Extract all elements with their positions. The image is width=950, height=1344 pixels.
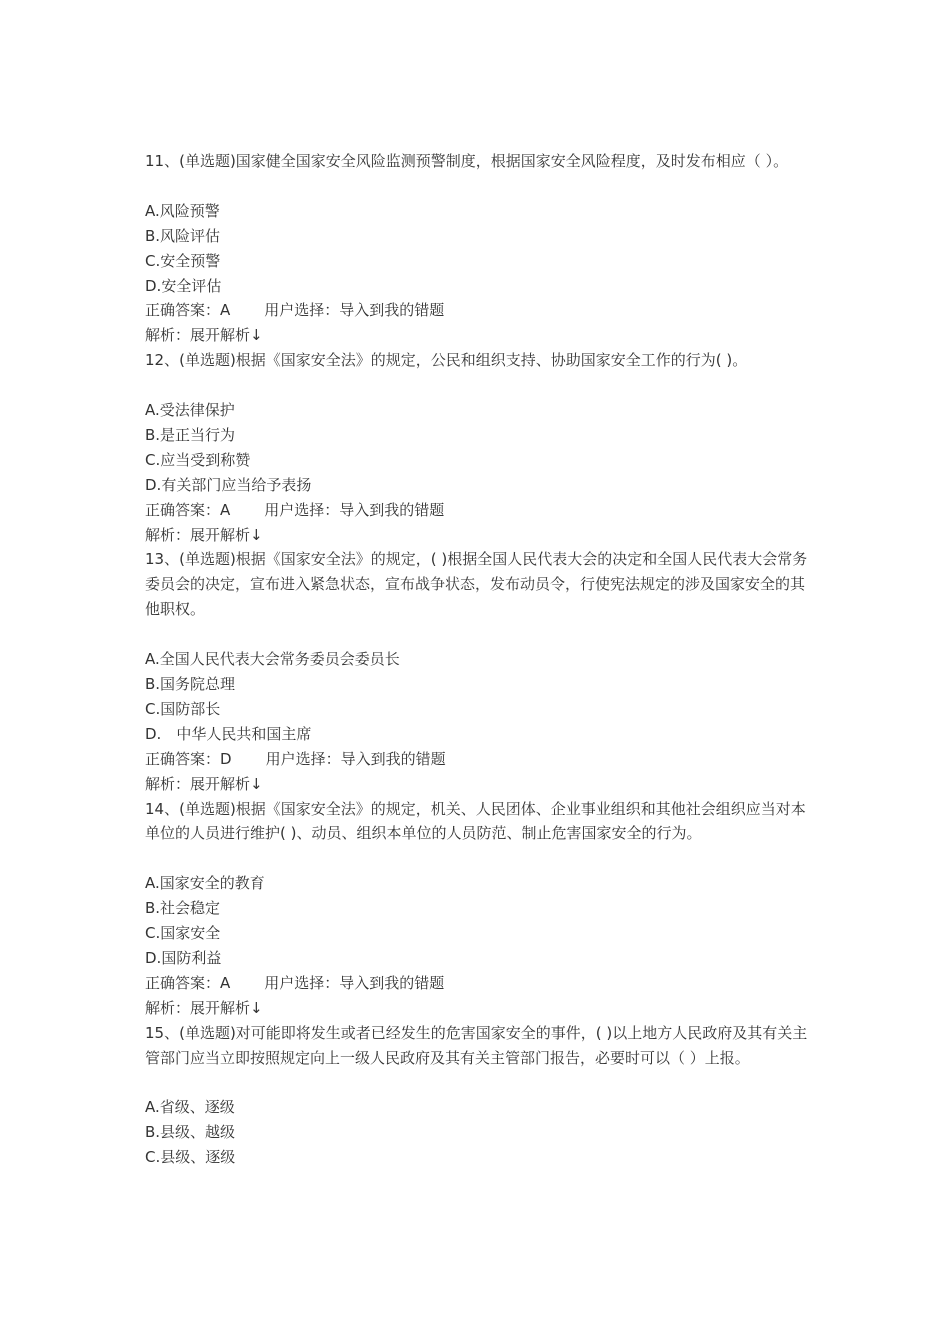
option-c[interactable]: C.国家安全 (145, 924, 221, 943)
option-b[interactable]: B.社会稳定 (145, 899, 221, 918)
question-stem: 13、(单选题)根据《国家安全法》的规定，( )根据全国人民代表大会的决定和全国人民代表大会常务委员会的决定，宣布进入紧急状态，宣布战争状态，发布动员令，行使宪法规定的涉及国家安全的其他职权。 (145, 550, 808, 619)
analysis-toggle[interactable]: 解析：展开解析↓ (145, 326, 263, 345)
option-c[interactable]: C.国防部长 (145, 699, 221, 718)
user-choice-link[interactable]: 用户选择：导入到我的错题 (264, 500, 445, 519)
option-a[interactable]: A.全国人民代表大会常务委员会委员长 (145, 650, 400, 669)
option-d[interactable]: D. 中华人民共和国主席 (145, 724, 312, 743)
question-11 (145, 149, 809, 348)
answer-line (145, 971, 809, 996)
option-a[interactable]: A.受法律保护 (145, 401, 235, 420)
option-d[interactable]: D.国防利益 (145, 948, 222, 967)
option-c[interactable]: C.县级、逐级 (145, 1148, 236, 1167)
option-b[interactable]: B.风险评估 (145, 226, 221, 245)
question-stem: 12、(单选题)根据《国家安全法》的规定，公民和组织支持、协助国家安全工作的行为( )。 (145, 351, 748, 370)
question-14 (145, 797, 809, 1021)
option-c[interactable]: C.安全预警 (145, 251, 221, 270)
question-12 (145, 348, 809, 547)
correct-answer: 正确答案：A (145, 301, 231, 320)
user-choice-link[interactable]: 用户选择：导入到我的错题 (265, 749, 446, 768)
option-a[interactable]: A.国家安全的教育 (145, 874, 265, 893)
option-c[interactable]: C.应当受到称赞 (145, 450, 251, 469)
option-a[interactable]: A.风险预警 (145, 201, 220, 220)
analysis-toggle[interactable]: 解析：展开解析↓ (145, 998, 263, 1017)
user-choice-link[interactable]: 用户选择：导入到我的错题 (264, 973, 445, 992)
question-15 (145, 1021, 809, 1170)
option-a[interactable]: A.省级、逐级 (145, 1098, 235, 1117)
correct-answer: 正确答案：A (145, 500, 231, 519)
analysis-toggle[interactable]: 解析：展开解析↓ (145, 525, 263, 544)
correct-answer: 正确答案：D (145, 749, 232, 768)
correct-answer: 正确答案：A (145, 973, 231, 992)
user-choice-link[interactable]: 用户选择：导入到我的错题 (264, 301, 445, 320)
answer-line (145, 747, 809, 772)
question-stem: 15、(单选题)对可能即将发生或者已经发生的危害国家安全的事件，( )以上地方人民政府及其有关主管部门应当立即按照规定向上一级人民政府及其有关主管部门报告，必要时可以（ ）上报。 (145, 1023, 808, 1067)
option-b[interactable]: B.县级、越级 (145, 1123, 236, 1142)
option-d[interactable]: D.有关部门应当给予表扬 (145, 475, 312, 494)
option-b[interactable]: B.国务院总理 (145, 674, 236, 693)
option-b[interactable]: B.是正当行为 (145, 425, 236, 444)
option-d[interactable]: D.安全评估 (145, 276, 222, 295)
question-list (145, 149, 809, 1170)
question-13 (145, 547, 809, 796)
question-stem: 14、(单选题)根据《国家安全法》的规定，机关、人民团体、企业事业组织和其他社会组织应当对本单位的人员进行维护( )、动员、组织本单位的人员防范、制止危害国家安全的行为。 (145, 799, 806, 843)
analysis-toggle[interactable]: 解析：展开解析↓ (145, 774, 263, 793)
answer-line (145, 498, 809, 523)
answer-line (145, 298, 809, 323)
question-stem: 11、(单选题)国家健全国家安全风险监测预警制度，根据国家安全风险程度，及时发布相应（ ）。 (145, 152, 789, 170)
